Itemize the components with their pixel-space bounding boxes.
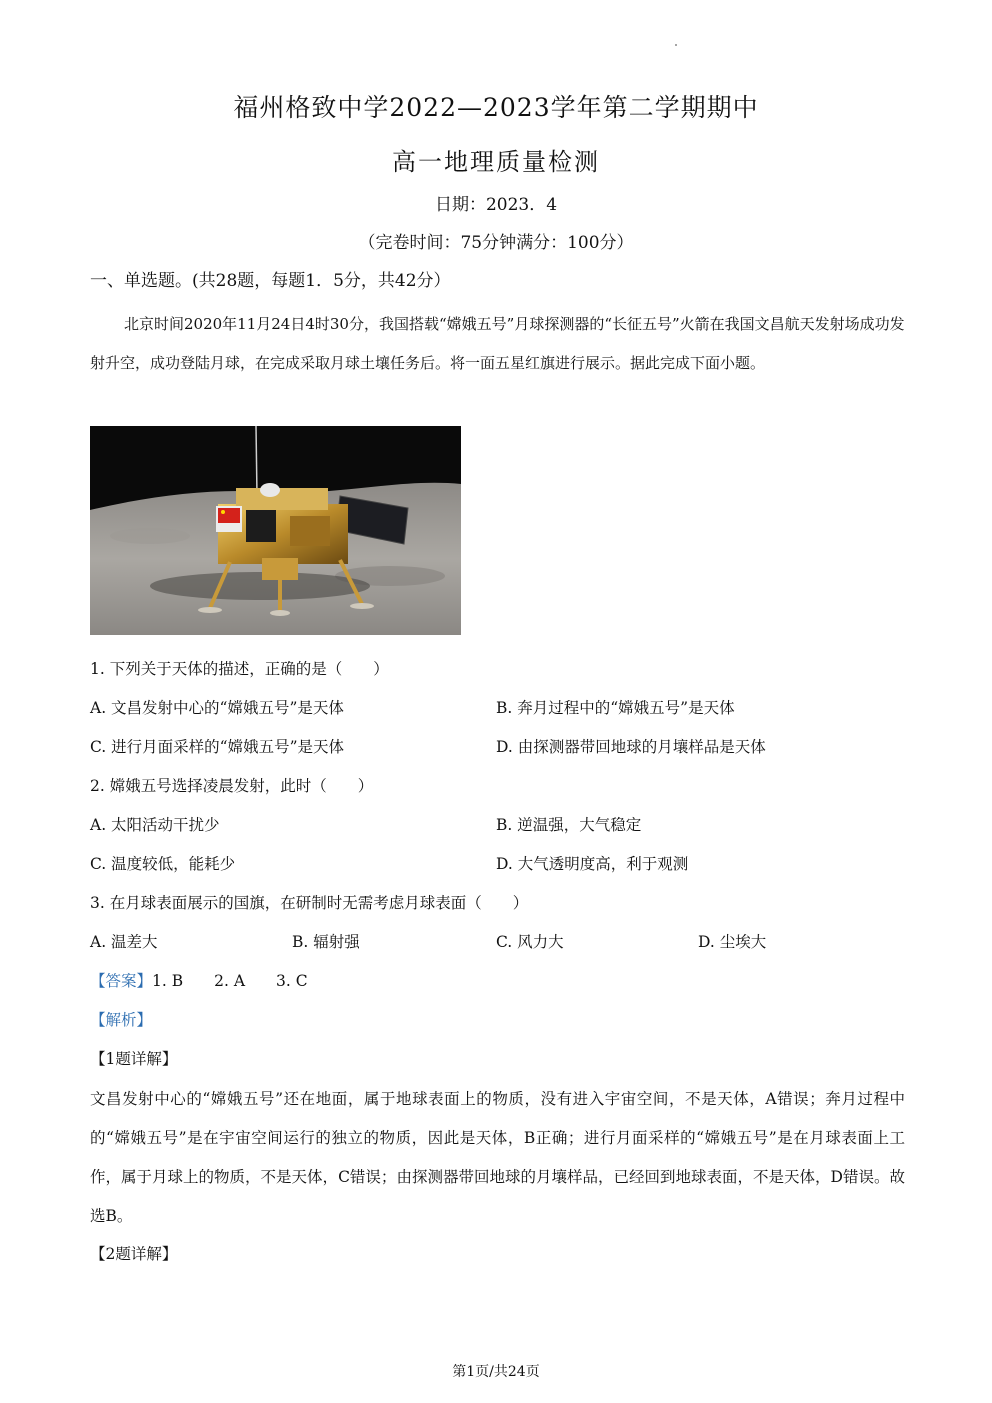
section-heading: 一、单选题。(共28题，每题1．5分，共42分）	[90, 271, 451, 291]
question-2-option-d: D. 大气透明度高，利于观测	[496, 855, 689, 873]
reading-passage	[90, 305, 905, 383]
question-1-option-c: C. 进行月面采样的“嫦娥五号”是天体	[90, 738, 345, 756]
answer-text: 1. B 2. A 3. C	[152, 972, 308, 990]
question-3-option-c: C. 风力大	[496, 933, 564, 951]
question-3-option-d: D. 尘埃大	[698, 933, 767, 951]
question-1-stem: 1. 下列关于天体的描述，正确的是（ ）	[90, 660, 389, 678]
exam-title: 福州格致中学2022—2023学年第二学期期中	[233, 93, 759, 122]
stray-dot	[675, 44, 677, 46]
question-2-option-a: A. 太阳活动干扰少	[90, 816, 220, 834]
exam-date: 日期：2023．4	[434, 195, 558, 215]
question-2-stem: 2. 嫦娥五号选择凌晨发射，此时（ ）	[90, 777, 374, 795]
lander-image	[90, 426, 461, 635]
exam-time-info: （完卷时间：75分钟满分：100分）	[358, 233, 634, 253]
question-1-option-a: A. 文昌发射中心的“嫦娥五号”是天体	[90, 699, 344, 717]
question-2-option-b: B. 逆温强，大气稳定	[496, 816, 642, 834]
analysis-label: 【解析】	[90, 1011, 153, 1029]
exam-subtitle: 高一地理质量检测	[392, 148, 600, 176]
passage-text: 北京时间2020年11月24日4时30分，我国搭载“嫦娥五号”月球探测器的“长征五号”火箭在我国文昌航天发射场成功发射升空，成功登陆月球，在完成采取月球土壤任务后。将一面五星红旗进行展示。据此完成下面小题。	[90, 315, 905, 372]
answer-label: 【答案】	[90, 972, 153, 990]
question-1-option-b: B. 奔月过程中的“嫦娥五号”是天体	[496, 699, 735, 717]
question-1-option-d: D. 由探测器带回地球的月壤样品是天体	[496, 738, 766, 756]
question-3-stem: 3. 在月球表面展示的国旗，在研制时无需考虑月球表面（ ）	[90, 894, 529, 912]
q2-explanation-label: 【2题详解】	[90, 1245, 178, 1263]
q1-explanation-label: 【1题详解】	[90, 1050, 178, 1068]
question-3-option-a: A. 温差大	[90, 933, 158, 951]
question-2-option-c: C. 温度较低，能耗少	[90, 855, 236, 873]
page-number: 第1页/共24页	[452, 1364, 540, 1380]
question-3-option-b: B. 辐射强	[292, 933, 360, 951]
lunar-lander-photo	[90, 426, 461, 635]
answer-line	[90, 969, 308, 991]
q1-explanation-text: 文昌发射中心的“嫦娥五号”还在地面，属于地球表面上的物质，没有进入宇宙空间，不是天体，A错误；奔月过程中的“嫦娥五号”是在宇宙空间运行的独立的物质，因此是天体，B正确；进行月面采样的“嫦娥五号”是在月球表面上工作，属于月球上的物质，不是天体，C错误；由探测器带回地球的月壤样品，已经回到地球表面，不是天体，D错误。故选B。	[90, 1090, 905, 1225]
